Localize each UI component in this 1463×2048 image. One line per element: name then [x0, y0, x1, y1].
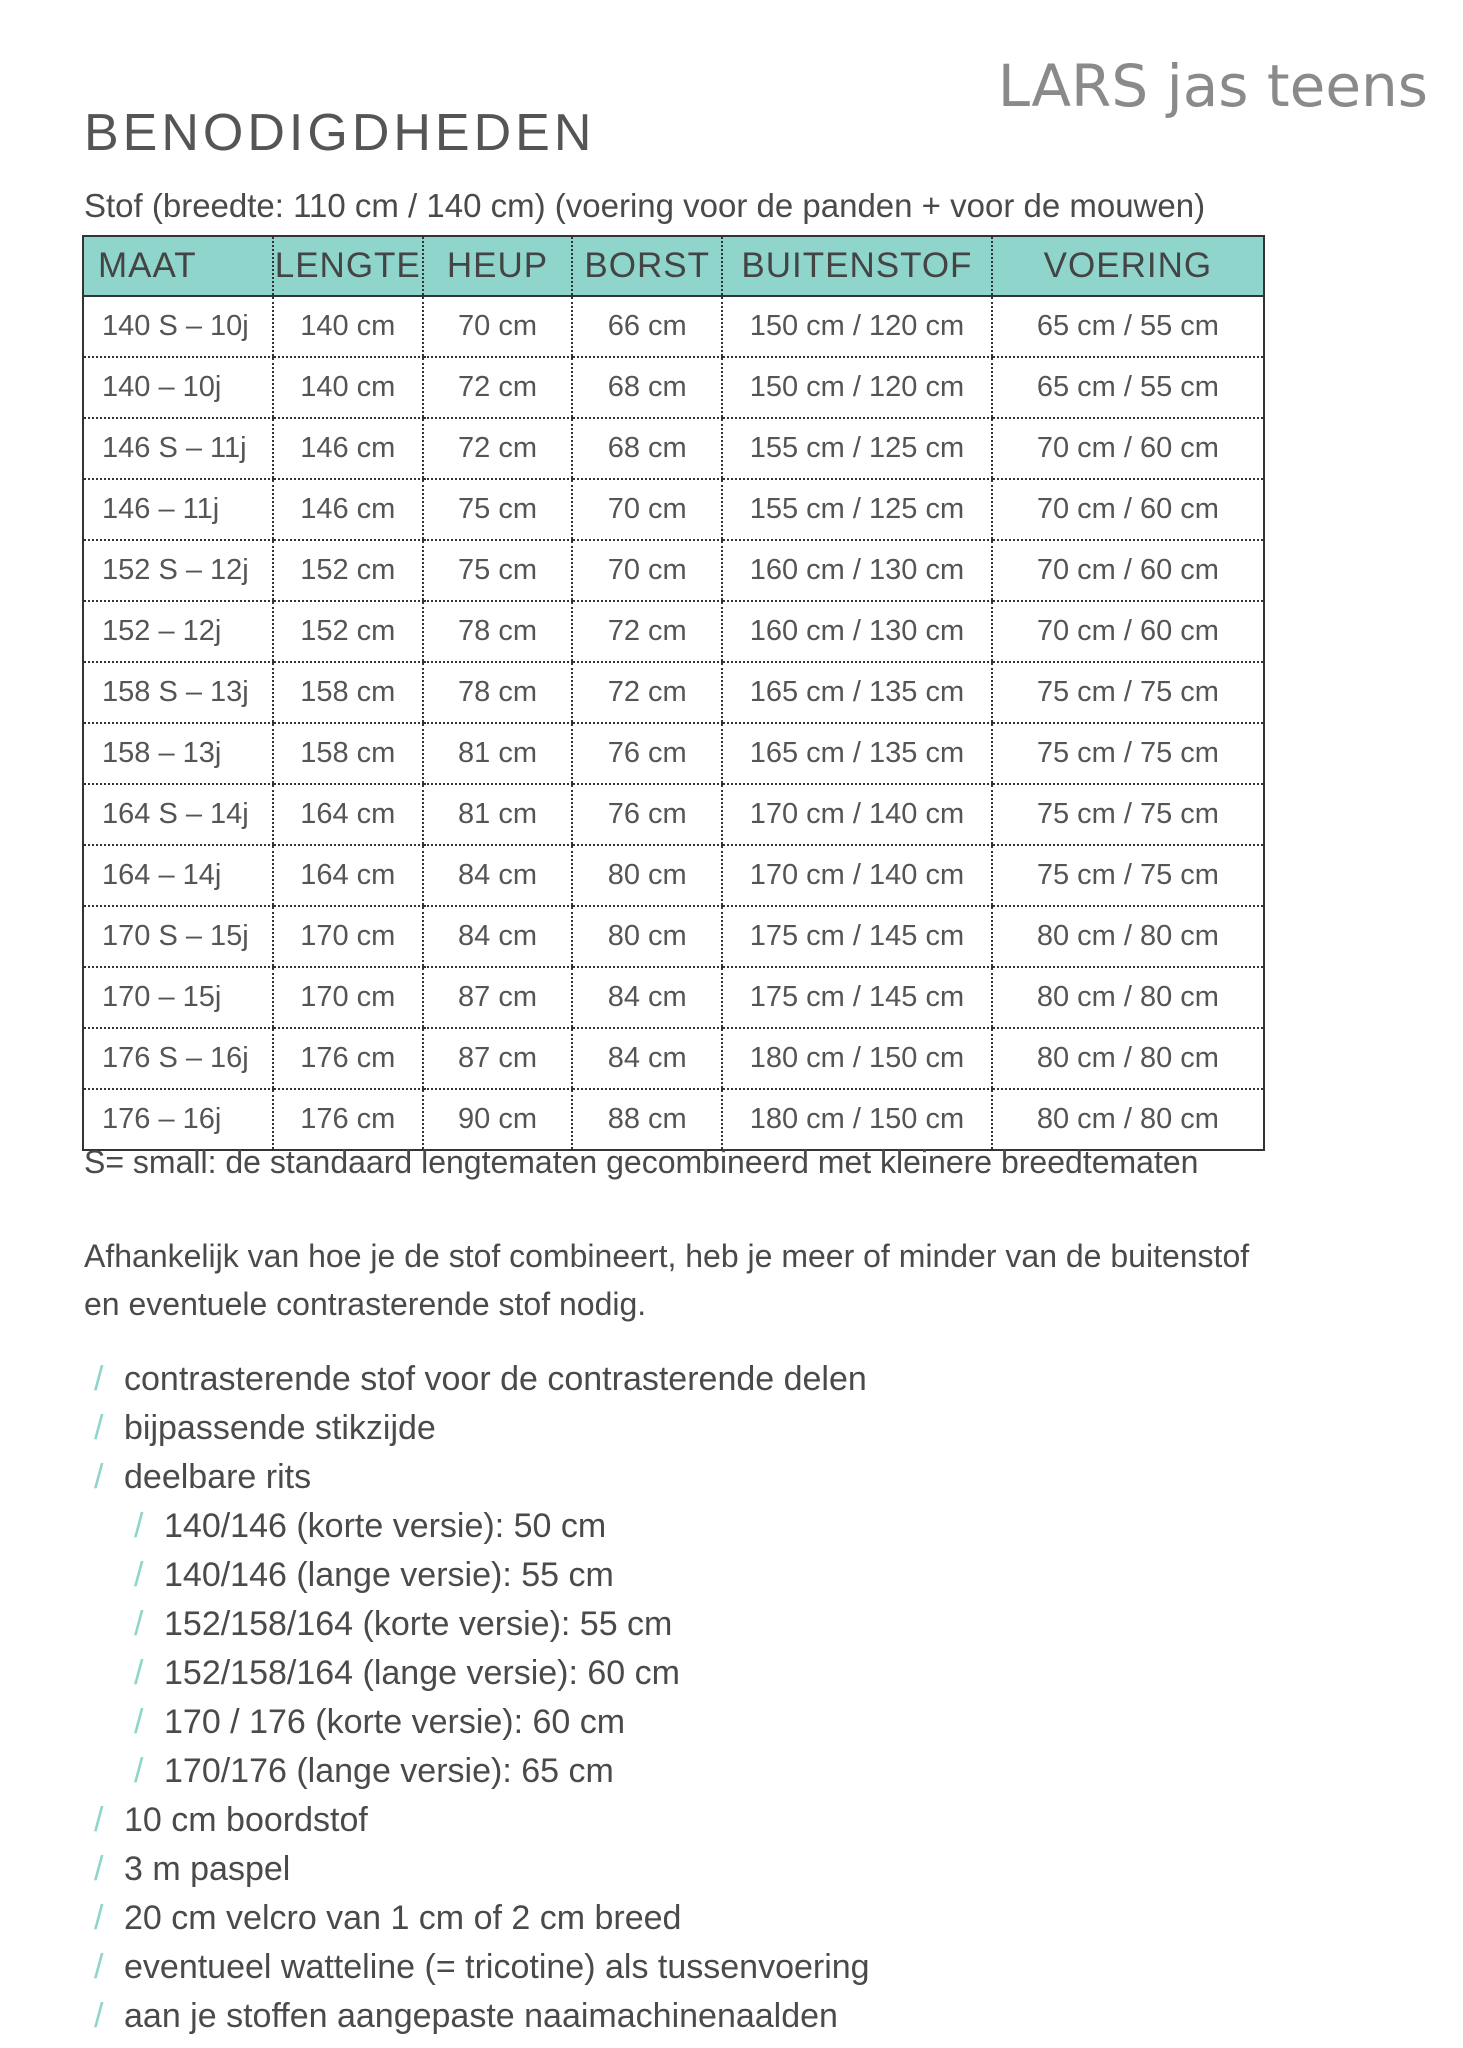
- slash-bullet: /: [94, 1409, 104, 1447]
- table-cell: 170 cm: [273, 906, 423, 967]
- table-cell: 152 – 12j: [83, 601, 273, 662]
- table-row: [83, 845, 1264, 906]
- table-cell: 76 cm: [572, 723, 722, 784]
- table-cell: 75 cm / 75 cm: [992, 845, 1264, 906]
- table-cell: 146 – 11j: [83, 479, 273, 540]
- table-cell: 165 cm / 135 cm: [722, 662, 992, 723]
- table-cell: 70 cm: [423, 296, 573, 357]
- column-header: VOERING: [992, 236, 1264, 296]
- table-cell: 80 cm / 80 cm: [992, 1089, 1264, 1150]
- table-cell: 68 cm: [572, 357, 722, 418]
- table-cell: 170 cm: [273, 967, 423, 1028]
- table-header-row: [83, 236, 1264, 296]
- slash-bullet: /: [94, 1948, 104, 1986]
- table-cell: 164 cm: [273, 784, 423, 845]
- table-cell: 72 cm: [572, 662, 722, 723]
- list-item-text: deelbare rits: [124, 1458, 312, 1496]
- table-cell: 158 S – 13j: [83, 662, 273, 723]
- table-cell: 155 cm / 125 cm: [722, 479, 992, 540]
- table-cell: 75 cm / 75 cm: [992, 662, 1264, 723]
- table-row: [83, 1089, 1264, 1150]
- paragraph-line: Afhankelijk van hoe je de stof combineert, heb je meer of minder van de buitenstof: [84, 1238, 1250, 1274]
- list-item: [84, 1992, 870, 2041]
- table-cell: 78 cm: [423, 601, 573, 662]
- table-cell: 66 cm: [572, 296, 722, 357]
- list-item-text: 10 cm boordstof: [124, 1801, 368, 1839]
- table-cell: 75 cm / 75 cm: [992, 723, 1264, 784]
- slash-bullet: /: [94, 1801, 104, 1839]
- fabric-width-line: Stof (breedte: 110 cm / 140 cm) (voering voor de panden + voor de mouwen): [84, 187, 1206, 224]
- table-cell: 72 cm: [572, 601, 722, 662]
- table-cell: 65 cm / 55 cm: [992, 357, 1264, 418]
- table-cell: 152 cm: [273, 601, 423, 662]
- table-cell: 70 cm / 60 cm: [992, 540, 1264, 601]
- slash-bullet: /: [134, 1507, 144, 1545]
- list-item: [84, 1649, 870, 1698]
- list-item: [84, 1355, 870, 1404]
- table-cell: 152 S – 12j: [83, 540, 273, 601]
- table-cell: 65 cm / 55 cm: [992, 296, 1264, 357]
- size-footnote: S= small: de standaard lengtematen gecombineerd met kleinere breedtematen: [84, 1144, 1199, 1180]
- table-row: [83, 418, 1264, 479]
- table-cell: 72 cm: [423, 418, 573, 479]
- table-cell: 75 cm / 75 cm: [992, 784, 1264, 845]
- table-cell: 170 cm / 140 cm: [722, 784, 992, 845]
- table-row: [83, 723, 1264, 784]
- table-cell: 70 cm: [572, 479, 722, 540]
- list-item: [84, 1943, 870, 1992]
- list-item-text: 140/146 (lange versie): 55 cm: [164, 1556, 614, 1594]
- table-cell: 165 cm / 135 cm: [722, 723, 992, 784]
- list-item: [84, 1698, 870, 1747]
- fabric-note-paragraph: [84, 1232, 1284, 1328]
- table-cell: 158 – 13j: [83, 723, 273, 784]
- table-cell: 76 cm: [572, 784, 722, 845]
- slash-bullet: /: [94, 1458, 104, 1496]
- list-item: [84, 1551, 870, 1600]
- table-cell: 176 cm: [273, 1089, 423, 1150]
- table-cell: 81 cm: [423, 784, 573, 845]
- list-item: [84, 1404, 870, 1453]
- table-row: [83, 784, 1264, 845]
- list-item-text: aan je stoffen aangepaste naaimachinenaalden: [124, 1997, 838, 2035]
- table-cell: 170 – 15j: [83, 967, 273, 1028]
- column-header: BORST: [572, 236, 722, 296]
- list-item: [84, 1600, 870, 1649]
- table-cell: 164 cm: [273, 845, 423, 906]
- slash-bullet: /: [94, 1997, 104, 2035]
- table-cell: 80 cm / 80 cm: [992, 906, 1264, 967]
- paragraph-line: en eventuele contrasterende stof nodig.: [84, 1286, 647, 1322]
- table-cell: 72 cm: [423, 357, 573, 418]
- table-cell: 75 cm: [423, 479, 573, 540]
- list-item: [84, 1453, 870, 1502]
- slash-bullet: /: [134, 1556, 144, 1594]
- section-heading: BENODIGDHEDEN: [84, 104, 596, 162]
- table-cell: 70 cm: [572, 540, 722, 601]
- table-cell: 140 cm: [273, 357, 423, 418]
- column-header: BUITENSTOF: [722, 236, 992, 296]
- table-cell: 140 S – 10j: [83, 296, 273, 357]
- table-cell: 150 cm / 120 cm: [722, 357, 992, 418]
- table-cell: 164 – 14j: [83, 845, 273, 906]
- table-cell: 175 cm / 145 cm: [722, 906, 992, 967]
- table-cell: 84 cm: [572, 967, 722, 1028]
- list-item: [84, 1747, 870, 1796]
- column-header: LENGTE: [273, 236, 423, 296]
- column-header: HEUP: [423, 236, 573, 296]
- table-cell: 70 cm / 60 cm: [992, 418, 1264, 479]
- slash-bullet: /: [134, 1605, 144, 1643]
- slash-bullet: /: [134, 1703, 144, 1741]
- table-cell: 164 S – 14j: [83, 784, 273, 845]
- table-cell: 81 cm: [423, 723, 573, 784]
- slash-bullet: /: [94, 1899, 104, 1937]
- table-cell: 68 cm: [572, 418, 722, 479]
- table-cell: 80 cm: [572, 845, 722, 906]
- list-item-text: bijpassende stikzijde: [124, 1409, 436, 1447]
- table-row: [83, 479, 1264, 540]
- table-cell: 80 cm / 80 cm: [992, 967, 1264, 1028]
- table-cell: 158 cm: [273, 662, 423, 723]
- table-cell: 84 cm: [572, 1028, 722, 1089]
- supplies-list: [84, 1355, 870, 2041]
- table-row: [83, 540, 1264, 601]
- table-row: [83, 296, 1264, 357]
- table-cell: 75 cm: [423, 540, 573, 601]
- table-cell: 88 cm: [572, 1089, 722, 1150]
- list-item-text: contrasterende stof voor de contrasterende delen: [124, 1360, 867, 1398]
- slash-bullet: /: [134, 1752, 144, 1790]
- slash-bullet: /: [94, 1360, 104, 1398]
- table-row: [83, 601, 1264, 662]
- table-cell: 140 – 10j: [83, 357, 273, 418]
- table-cell: 170 cm / 140 cm: [722, 845, 992, 906]
- list-item-text: 140/146 (korte versie): 50 cm: [164, 1507, 607, 1545]
- table-row: [83, 662, 1264, 723]
- column-header: MAAT: [83, 236, 273, 296]
- document-title: LARS jas teens: [997, 52, 1428, 120]
- table-cell: 80 cm: [572, 906, 722, 967]
- table-row: [83, 1028, 1264, 1089]
- table-cell: 87 cm: [423, 967, 573, 1028]
- table-cell: 180 cm / 150 cm: [722, 1028, 992, 1089]
- table-cell: 160 cm / 130 cm: [722, 540, 992, 601]
- table-cell: 87 cm: [423, 1028, 573, 1089]
- table-cell: 146 cm: [273, 479, 423, 540]
- list-item-text: 152/158/164 (korte versie): 55 cm: [164, 1605, 673, 1643]
- list-item-text: 152/158/164 (lange versie): 60 cm: [164, 1654, 680, 1692]
- table-cell: 176 – 16j: [102, 1103, 222, 1135]
- table-row: [83, 357, 1264, 418]
- list-item-text: 3 m paspel: [124, 1850, 291, 1888]
- list-item-text: 170/176 (lange versie): 65 cm: [164, 1752, 614, 1790]
- table-cell: 80 cm / 80 cm: [992, 1028, 1264, 1089]
- table-cell: 78 cm: [423, 662, 573, 723]
- list-item: [84, 1796, 870, 1845]
- table-cell: 158 cm: [273, 723, 423, 784]
- list-item: [84, 1502, 870, 1551]
- list-item-text: eventueel watteline (= tricotine) als tussenvoering: [124, 1948, 870, 1986]
- table-cell: 84 cm: [423, 906, 573, 967]
- list-item: [84, 1845, 870, 1894]
- table-row: [83, 967, 1264, 1028]
- table-cell: 70 cm / 60 cm: [992, 601, 1264, 662]
- table-body: [83, 296, 1264, 1150]
- table-cell: 70 cm / 60 cm: [992, 479, 1264, 540]
- table-cell: 160 cm / 130 cm: [722, 601, 992, 662]
- table-cell: 176 cm: [273, 1028, 423, 1089]
- table-cell: 152 cm: [273, 540, 423, 601]
- table-cell: 180 cm / 150 cm: [722, 1089, 992, 1150]
- list-item-text: 20 cm velcro van 1 cm of 2 cm breed: [124, 1899, 682, 1937]
- size-table: [82, 235, 1265, 1151]
- table-cell: 140 cm: [273, 296, 423, 357]
- table-row: [83, 906, 1264, 967]
- slash-bullet: /: [134, 1654, 144, 1692]
- list-item: [84, 1894, 870, 1943]
- slash-bullet: /: [94, 1850, 104, 1888]
- table-cell: 155 cm / 125 cm: [722, 418, 992, 479]
- table-cell: 150 cm / 120 cm: [722, 296, 992, 357]
- list-item-text: 170 / 176 (korte versie): 60 cm: [164, 1703, 626, 1741]
- table-cell: 176 S – 16j: [83, 1028, 273, 1089]
- table-cell: 90 cm: [423, 1089, 573, 1150]
- table-cell: 170 S – 15j: [83, 906, 273, 967]
- table-cell: 175 cm / 145 cm: [722, 967, 992, 1028]
- table-cell: 146 cm: [273, 418, 423, 479]
- table-cell: 146 S – 11j: [83, 418, 273, 479]
- table-cell: 84 cm: [423, 845, 573, 906]
